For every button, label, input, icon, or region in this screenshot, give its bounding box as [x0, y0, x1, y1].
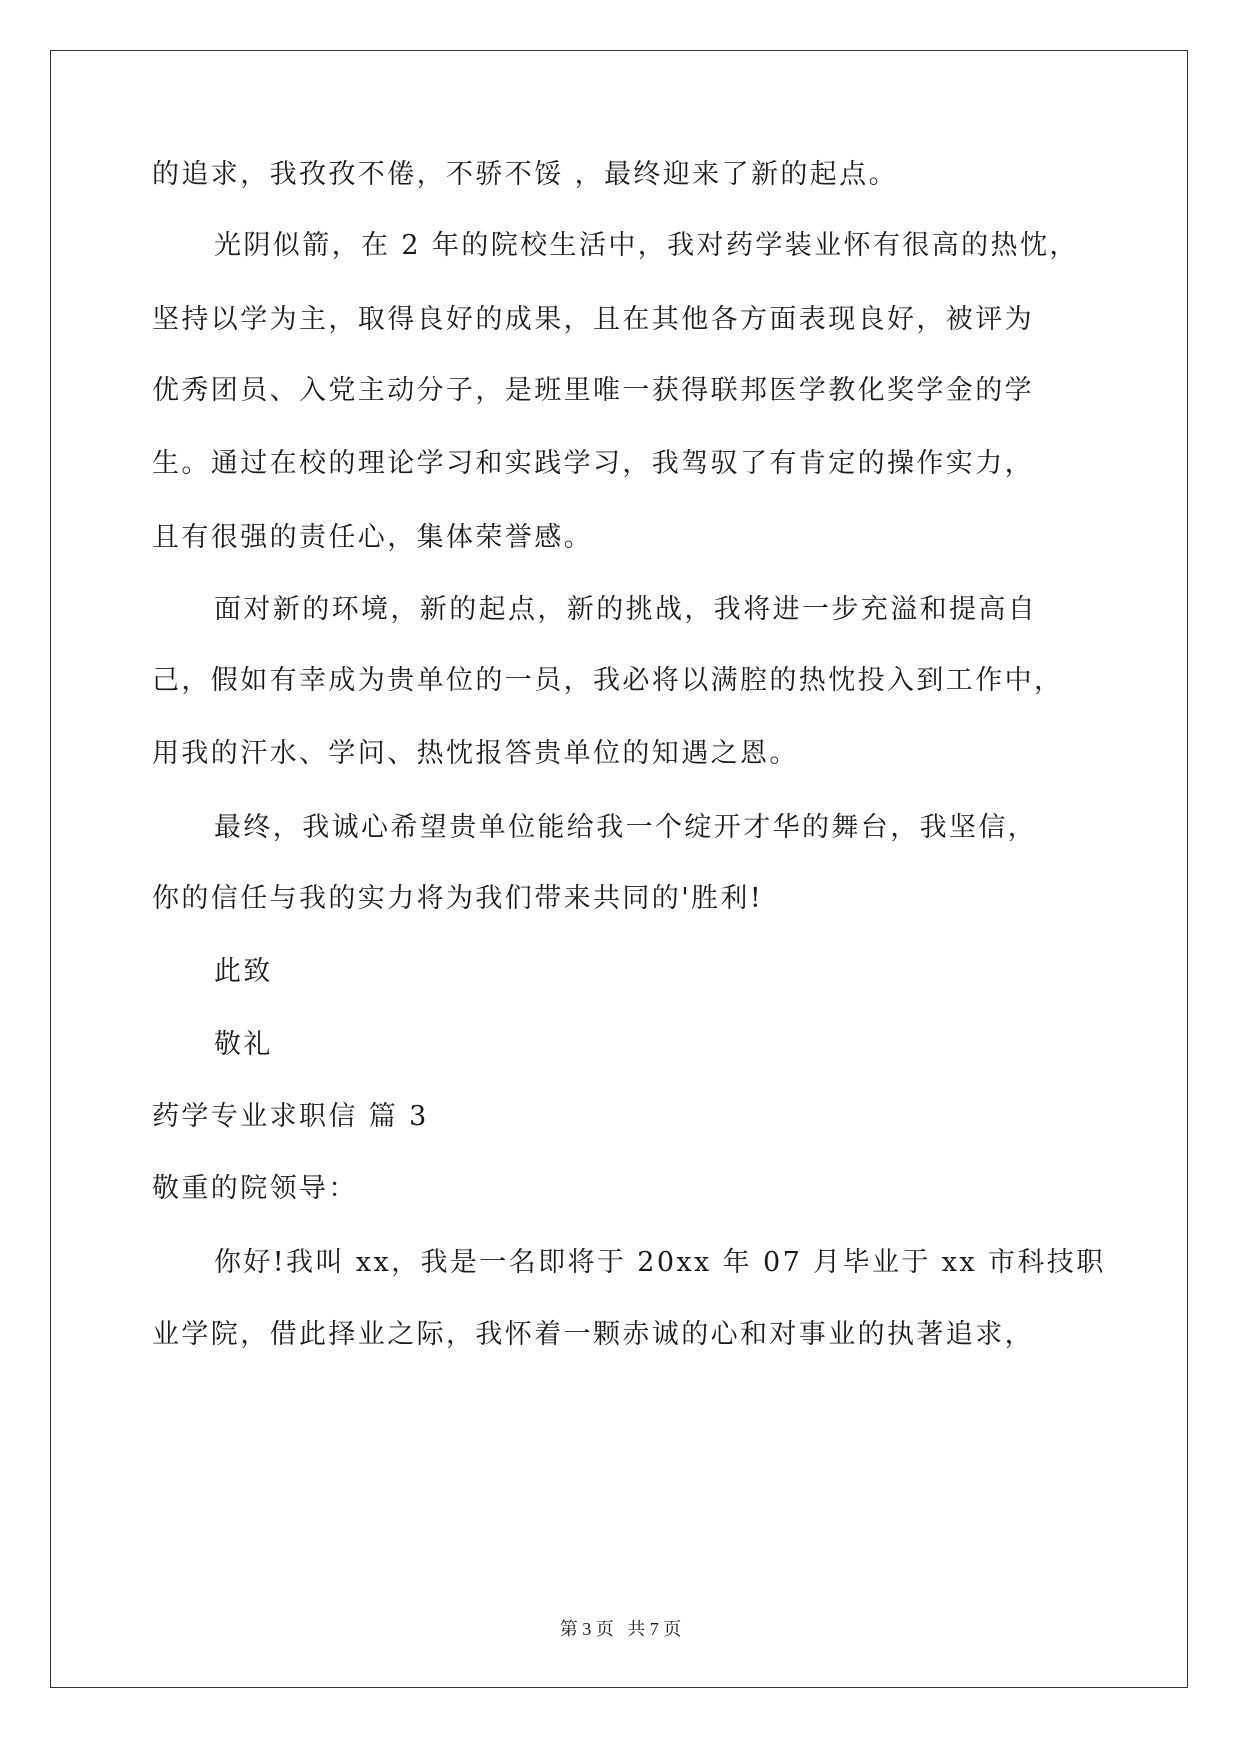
paragraph-first-line: 你好!我叫 xx，我是一名即将于 20xx 年 07 月毕业于 xx 市科技职	[214, 1247, 1106, 1278]
closing-regards: 敬礼	[214, 1029, 273, 1060]
letter-greeting: 敬重的院领导：	[152, 1173, 358, 1204]
page-border	[50, 50, 1188, 1688]
text-line: 生。通过在校的理论学习和实践学习，我驾驭了有肯定的操作实力，	[152, 448, 1034, 479]
paragraph-first-line: 面对新的环境，新的起点，新的挑战，我将进一步充溢和提高自	[214, 594, 1038, 625]
text-line: 优秀团员、入党主动分子，是班里唯一获得联邦医学教化奖学金的学	[152, 375, 1034, 406]
closing-salutation: 此致	[214, 956, 273, 987]
text-line: 己，假如有幸成为贵单位的一员，我必将以满腔的热忱投入到工作中，	[152, 665, 1064, 696]
page-number-footer: 第 3 页 共 7 页	[559, 1619, 682, 1639]
text-line: 且有很强的责任心，集体荣誉感。	[152, 522, 593, 553]
text-line: 坚持以学为主，取得良好的成果，且在其他各方面表现良好，被评为	[152, 304, 1034, 335]
text-line: 你的信任与我的实力将为我们带来共同的'胜利!	[152, 883, 764, 914]
text-line: 用我的汗水、学问、热忱报答贵单位的知遇之恩。	[152, 738, 799, 769]
text-line: 的追求，我孜孜不倦，不骄不馁 ，最终迎来了新的起点。	[152, 159, 898, 190]
section-heading: 药学专业求职信 篇 3	[152, 1101, 429, 1132]
paragraph-first-line: 光阴似箭，在 2 年的院校生活中，我对药学装业怀有很高的热忱，	[214, 230, 1079, 261]
text-line: 业学院，借此择业之际，我怀着一颗赤诚的心和对事业的执著追求，	[152, 1319, 1034, 1350]
paragraph-first-line: 最终，我诚心希望贵单位能给我一个绽开才华的舞台，我坚信，	[214, 812, 1038, 843]
